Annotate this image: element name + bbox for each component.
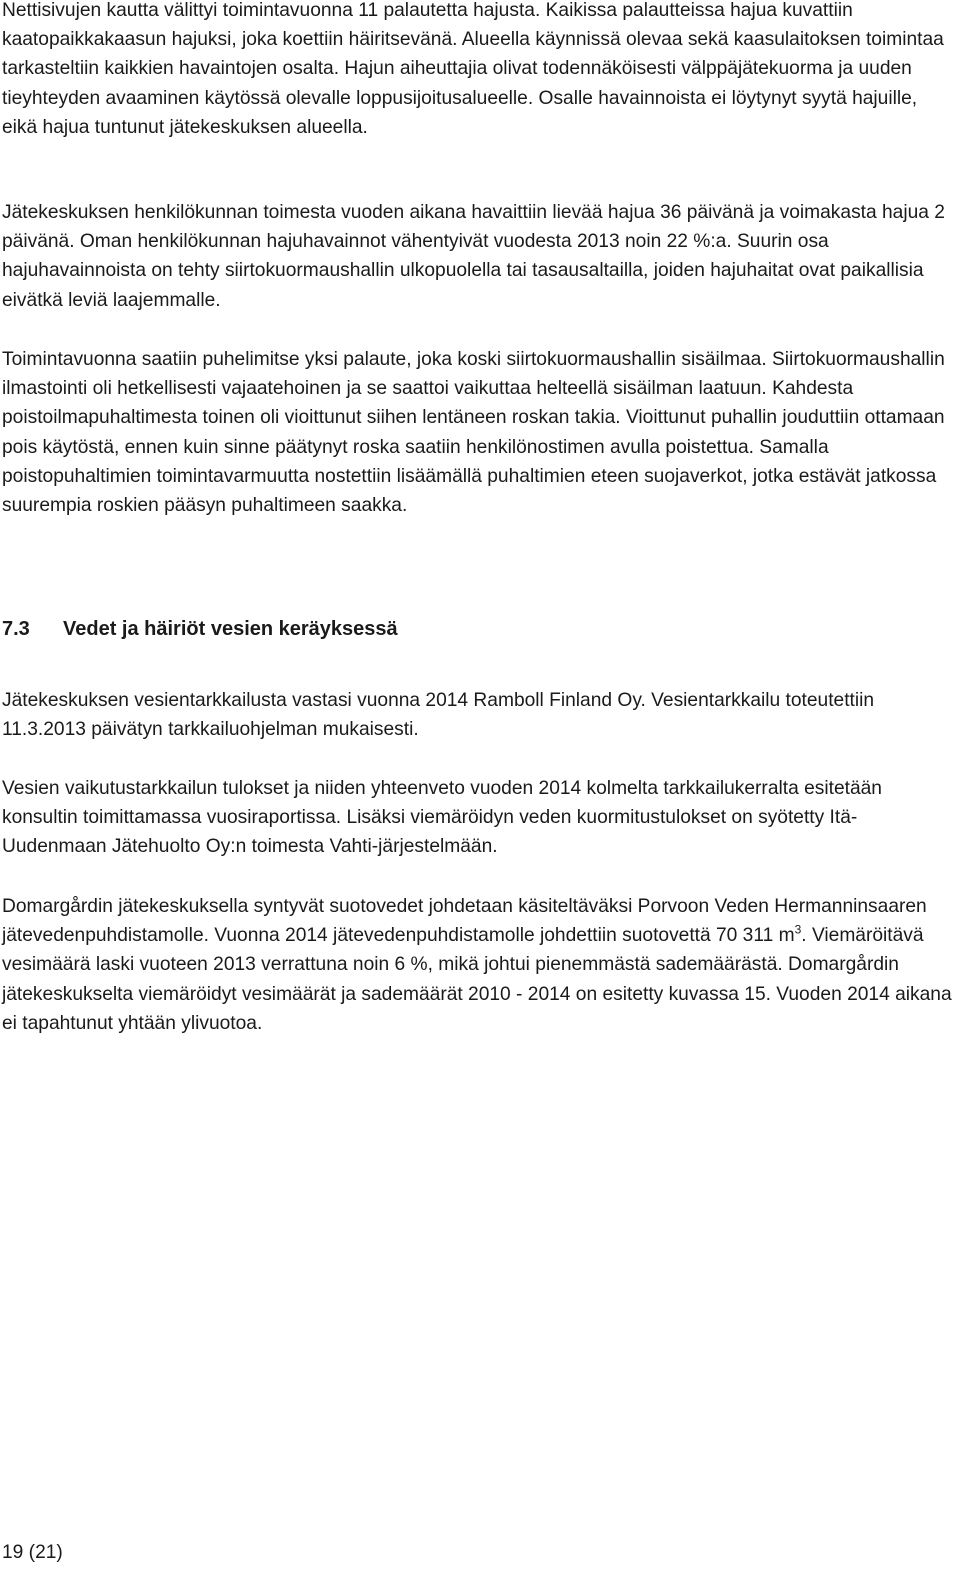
paragraph-staff-observations: Jätekeskuksen henkilökunnan toimesta vuoden aikana havaittiin lievää hajua 36 päivänä ja voimakasta hajua 2 päivänä. Oman henkilökunnan hajuhavainnot vähentyivät vuodesta 2013 noin 22 %:a. Suurin osa hajuhavainnoista on tehty siirtokuormaushallin ulkopuolella tai tasausaltailla, joiden hajuhaitat ovat paikallisia eivätkä leviä laajemmalle. — [2, 202, 945, 311]
paragraph-water-monitoring: Jätekeskuksen vesientarkkailusta vastasi vuonna 2014 Ramboll Finland Oy. Vesientarkkailu toteutettiin 11.3.2013 päivätyn tarkkailuohjelman mukaisesti. — [2, 690, 875, 741]
section-heading — [2, 614, 398, 644]
paragraph-phone-feedback: Toimintavuonna saatiin puhelimitse yksi palaute, joka koski siirtokuormaushallin sisäilmaa. Siirtokuormaushallin ilmastointi oli hetkellisesti vajaatehoinen ja se saattoi vaikuttaa helteellä sisäilman laatuun. Kahdesta poistoilmapuhaltimesta toinen oli vioittunut siihen lentäneen roskan takia. Vioittunut puhallin jouduttiin ottamaan pois käytöstä, ennen kuin sinne päätynyt roska saatiin henkilönostimen avulla poistettua. Samalla poistopuhaltimien toimintavarmuutta nostettiin lisäämällä puhaltimien eteen suojaverkot, jotka estävät jatkossa suurempia roskien pääsyn puhaltimeen saakka. — [2, 349, 945, 517]
leachate-text-before: Domargårdin jätekeskuksella syntyvät suotovedet johdetaan käsiteltäväksi Porvoon Veden Hermanninsaaren jätevedenpuhdistamolle. Vuonna 2014 jätevedenpuhdistamolle johdettiin suotovettä 70 311 m — [2, 896, 927, 947]
section-title: Vedet ja häiriöt vesien keräyksessä — [63, 618, 398, 640]
leachate-text-after: . Viemäröitävä vesimäärä laski vuoteen 2013 verrattuna noin 6 %, mikä johtui pienemmästä sademäärästä. Domargårdin jätekeskukselta viemäröidyt vesimäärät ja sademäärät 2010 - 2014 on esitetty kuvassa 15. Vuoden 2014 aikana ei tapahtunut yhtään ylivuotoa. — [2, 925, 952, 1034]
page-number: 19 (21) — [2, 1542, 63, 1563]
section-number: 7.3 — [2, 618, 30, 640]
paragraph-leachate — [2, 892, 956, 1038]
paragraph-odor-feedback: Nettisivujen kautta välittyi toimintavuonna 11 palautetta hajusta. Kaikissa palautteissa hajua kuvattiin kaatopaikkakaasun hajuksi, joka koettiin häiritsevänä. Alueella käynnissä olevaa sekä kaasulaitoksen toimintaa tarkasteltiin kaikkien havaintojen osalta. Hajun aiheuttajia olivat todennäköisesti välppäjätekuorma ja uuden tieyhteyden avaaminen käytössä olevalle loppusijoitusalueelle. Osalle havainnoista ei löytynyt syytä hajuille, eikä hajua tuntunut jätekeskuksen alueella. — [2, 0, 944, 138]
cubic-superscript: 3 — [794, 922, 802, 937]
paragraph-monitoring-results: Vesien vaikutustarkkailun tulokset ja niiden yhteenveto vuoden 2014 kolmelta tarkkailukerralta esitetään konsultin toimittamassa vuosiraportissa. Lisäksi viemäröidyn veden kuormitustulokset on syötetty Itä-Uudenmaan Jätehuolto Oy:n toimesta Vahti-järjestelmään. — [2, 778, 882, 858]
